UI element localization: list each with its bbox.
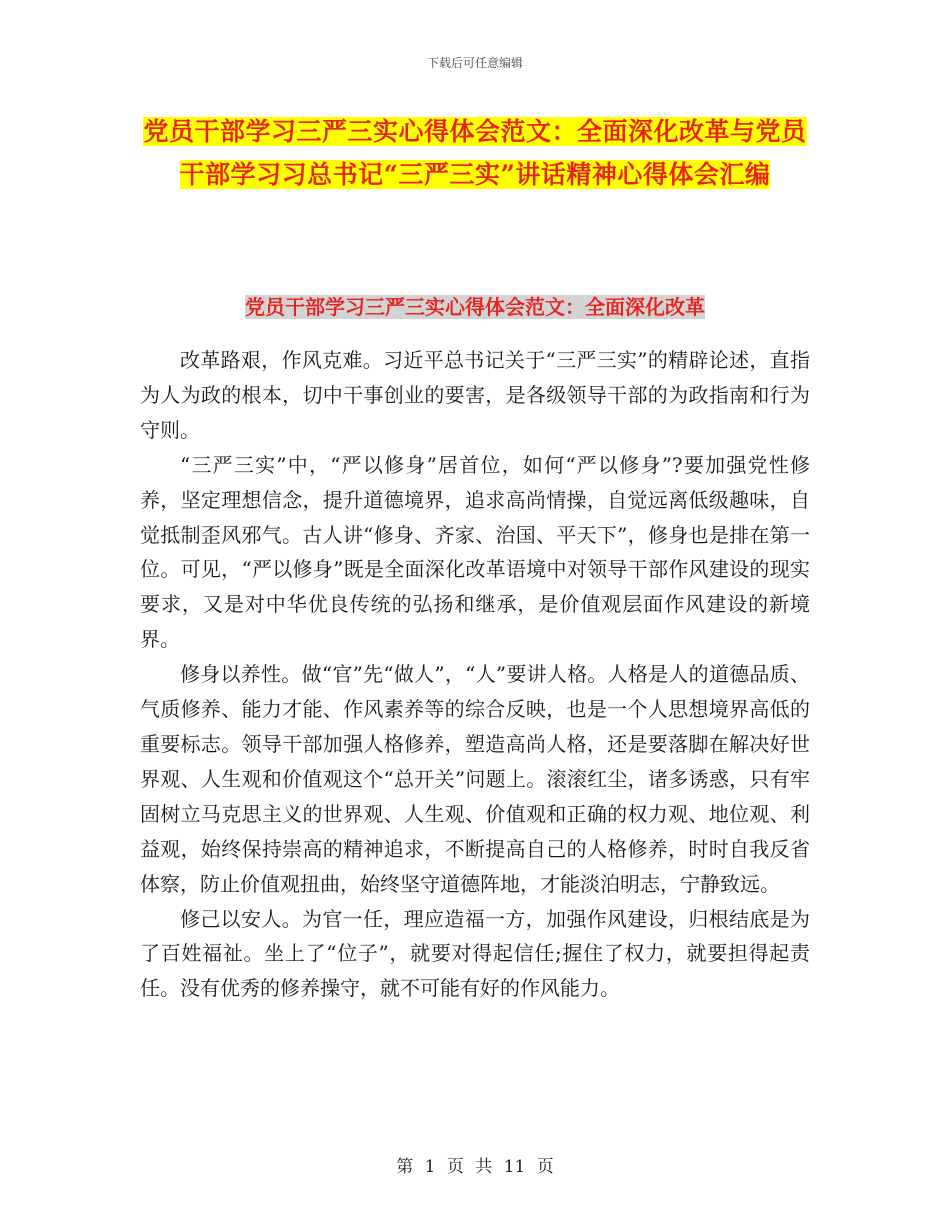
paragraph-2: “三严三实”中，“严以修身”居首位，如何“严以修身”?要加强党性修养，坚定理想信念，提升道德境界，追求高尚情操，自觉远离低级趣味，自觉抵制歪风邪气。古人讲“修身、齐家、治国、平天下”，修身也是排在第一位。可见，“严以修身”既是全面深化改革语境中对领导干部作风建设的现实要求，又是对中华优良传统的弘扬和继承，是价值观层面作风建设的新境界。	[140, 452, 810, 652]
section-title	[0, 292, 950, 322]
section-title-text: 党员干部学习三严三实心得体会范文：全面深化改革	[245, 295, 705, 319]
paragraph-3: 修身以养性。做“官”先“做人”，“人”要讲人格。人格是人的道德品质、气质修养、能力才能、作风素养等的综合反映，也是一个人思想境界高低的重要标志。领导干部加强人格修养，塑造高尚人格，还是要落脚在解决好世界观、人生观和价值观这个“总开关”问题上。滚滚红尘，诸多诱惑，只有牢固树立马克思主义的世界观、人生观、价值观和正确的权力观、地位观、利益观，始终保持崇高的精神追求，不断提高自己的人格修养，时时自我反省体察，防止价值观扭曲，始终坚守道德阵地，才能淡泊明志，宁静致远。	[140, 662, 810, 896]
body-text	[140, 343, 810, 1006]
header-note: 下载后可任意编辑	[426, 56, 523, 70]
main-title	[140, 110, 810, 196]
paragraph-4: 修己以安人。为官一任，理应造福一方，加强作风建设，归根结底是为了百姓福祉。坐上了“位子”，就要对得起信任;握住了权力，就要担得起责任。没有优秀的修养操守，就不可能有好的作风能力。	[140, 906, 810, 1001]
page-footer: 第 1 页 共 11 页	[396, 1157, 554, 1177]
main-title-text: 党员干部学习三严三实心得体会范文：全面深化改革与党员干部学习习总书记“三严三实”讲话精神心得体会汇编	[143, 117, 807, 189]
paragraph-1: 改革路艰，作风克难。习近平总书记关于“三严三实”的精辟论述，直指为人为政的根本，切中干事创业的要害，是各级领导干部的为政指南和行为守则。	[140, 348, 810, 442]
